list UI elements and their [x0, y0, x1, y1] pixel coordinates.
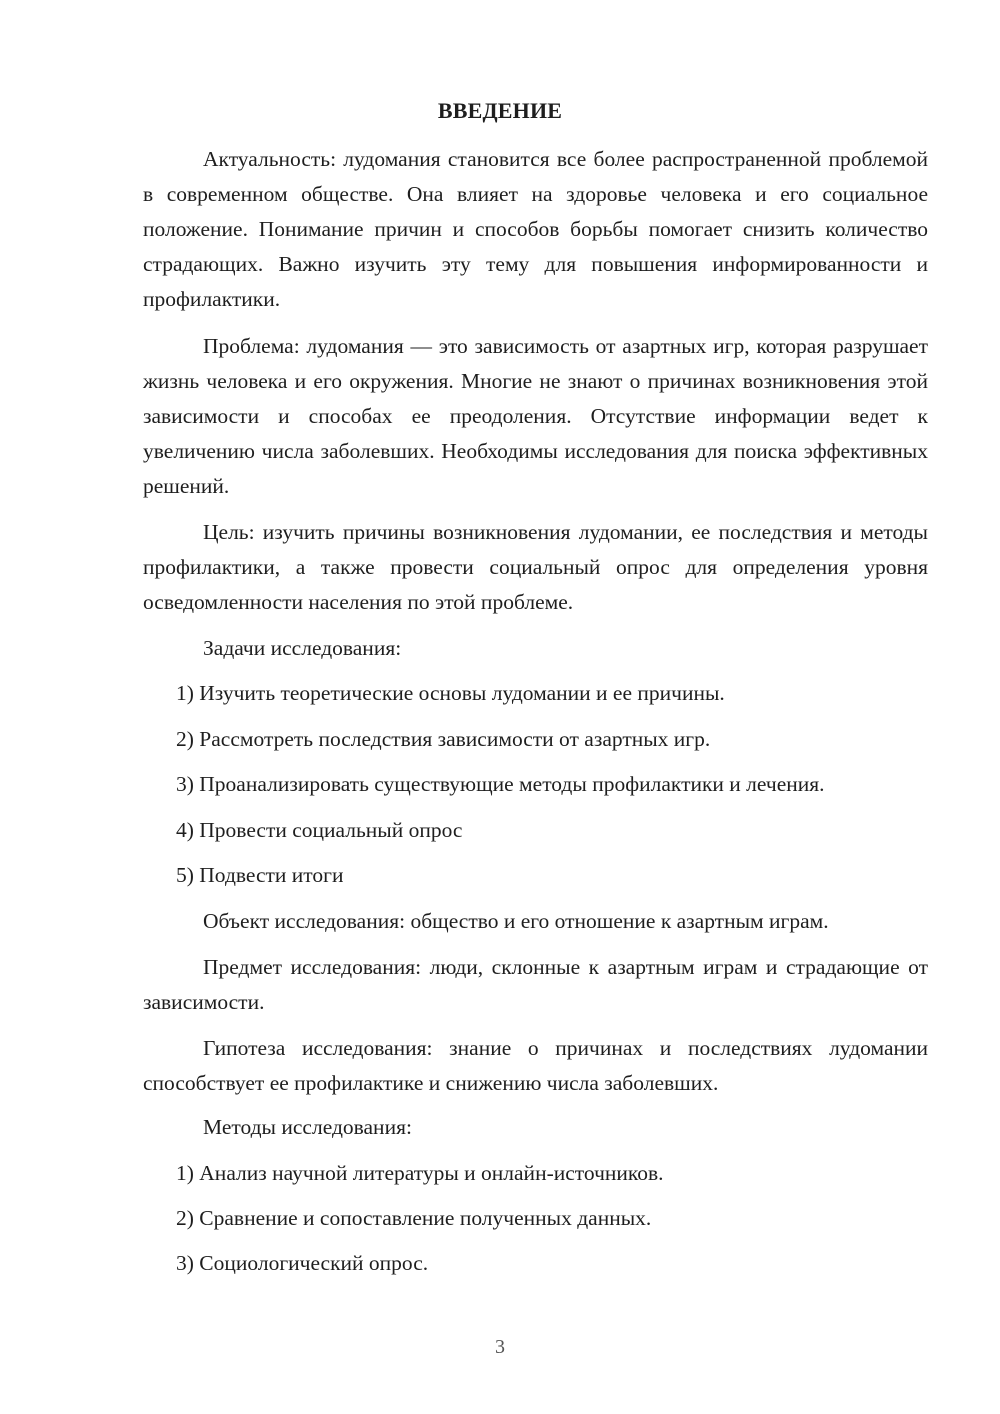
task-item-1: 1) Изучить теоретические основы лудомании и ее причины.	[176, 681, 725, 705]
page-title: ВВЕДЕНИЕ	[437, 98, 563, 123]
method-item-1: 1) Анализ научной литературы и онлайн-источников.	[176, 1161, 664, 1185]
method-item-3: 3) Социологический опрос.	[176, 1251, 429, 1275]
problem-paragraph: Проблема: лудомания — это зависимость от азартных игр, которая разрушает жизнь человека и его окружения. Многие не знают о причинах возникновения этой зависимости и способах ее преодоления. Отсутствие информации ведет к увеличению числа заболевших. Необходимы исследования для поиска эффективных решений.	[143, 334, 928, 498]
method-item-2: 2) Сравнение и сопоставление полученных данных.	[176, 1206, 652, 1230]
task-item-2: 2) Рассмотреть последствия зависимости от азартных игр.	[176, 727, 711, 751]
task-item-4: 4) Провести социальный опрос	[176, 818, 463, 842]
task-item-3: 3) Проанализировать существующие методы профилактики и лечения.	[176, 772, 825, 796]
relevance-paragraph: Актуальность: лудомания становится все более распространенной проблемой в современном обществе. Она влияет на здоровье человека и его социальное положение. Понимание причин и способов борьбы помогает снизить количество страдающих. Важно изучить эту тему для повышения информированности и профилактики.	[143, 147, 928, 311]
hypothesis-paragraph: Гипотеза исследования: знание о причинах и последствиях лудомании способствует ее профилактике и снижению числа заболевших.	[143, 1036, 928, 1095]
subject-paragraph: Предмет исследования: люди, склонные к азартным играм и страдающие от зависимости.	[143, 955, 928, 1014]
tasks-heading: Задачи исследования:	[203, 636, 402, 660]
task-item-5: 5) Подвести итоги	[176, 863, 344, 887]
object-paragraph: Объект исследования: общество и его отношение к азартным играм.	[203, 909, 829, 933]
page-number: 3	[495, 1336, 505, 1358]
methods-heading: Методы исследования:	[203, 1115, 412, 1139]
goal-paragraph: Цель: изучить причины возникновения лудомании, ее последствия и методы профилактики, а также провести социальный опрос для определения уровня осведомленности населения по этой проблеме.	[143, 520, 928, 614]
